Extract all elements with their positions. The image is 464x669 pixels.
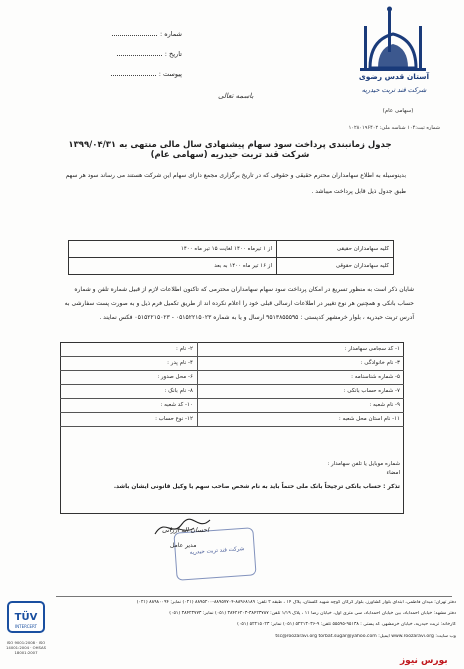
signature-label: امضاء	[386, 470, 400, 476]
footer-divider	[56, 596, 452, 597]
footer-tehran: دفتر تهران: میدان فاطمی، ابتدای بلوار کشاورز، بلوار گرگان کوچه شهید گلستان، پلاک ۱۴ ، طبقه ۲ تلفن: ۸۸۹۶۸۱۸۹-۸۸۹۵۷۷۰۴-۸۸۹۵۲۰۰ (۰۲۱) نمابر: ۸۸۹۸۰۰۹۴ (۰۲۱)	[136, 600, 456, 605]
form-field-label: ۱۲- نوع حساب :	[60, 412, 197, 426]
schedule-group: کلیه سهامداران حقیقی	[277, 241, 394, 258]
table-row	[60, 356, 404, 370]
form-field-label: ۱- کد سجامی سهامدار :	[197, 342, 404, 356]
document-title: جدول زمانبندی پرداخت سود سهام پیشنهادی سال مالی منتهی به ۱۳۹۹/۰۴/۳۱ شرکت قند تربت حیدریه (سهامی عام)	[68, 140, 392, 160]
table-row	[69, 258, 394, 275]
signer-name: احسان اله ارزانی	[162, 526, 209, 534]
form-field-label: ۱۱- نام استان محل شعبه :	[197, 412, 404, 426]
form-field-label: ۳- نام خانوادگی :	[197, 356, 404, 370]
form-field-label: ۹- نام شعبه :	[197, 398, 404, 412]
form-field-label: ۷- شماره حساب بانکی :	[197, 384, 404, 398]
intro-line-2: طبق جدول ذیل قابل پرداخت میباشد .	[311, 188, 406, 195]
notice-line-3: آدرس تربت حیدریه ، بلوار خرمشهر کدپستی : ۹۵۱۳۸۵۵۵۹۵ ارسال و یا به شماره ۰۵۱۵۲۲۱۵۰۲۳ - ۰۵۱۵۲۲۱۵۰۲۳ فکس نمایند .	[99, 314, 414, 321]
table-row	[60, 342, 404, 356]
schedule-period: از ۱ تیرماه ۱۴۰۰ لغایت ۱۵ تیر ماه ۱۴۰۰	[69, 241, 277, 258]
table-row	[69, 241, 394, 258]
footer-web: وب سایت: www.roozaravi.org ایمیل: tsc@roozaravi.org torbat.sugar@yahoo.com	[275, 634, 456, 639]
mobile-field: شماره موبایل یا تلفن سهامدار : امضاء	[64, 460, 400, 478]
stamp-text: شرکت قند تربت حیدریه	[189, 546, 245, 556]
iso-certifications: ISO 9001:2008 · ISO 14001:2004 · OHSAS 18001:2007	[6, 640, 46, 655]
schedule-group: کلیه سهامداران حقوقی	[277, 258, 394, 275]
organization-logo-icon	[352, 6, 434, 110]
table-row	[60, 370, 404, 384]
svg-text:INTERCERT: INTERCERT	[15, 624, 37, 629]
notice-line-2: حساب بانکی و همچنین هر نوع تغییر در اطلاعات ارسالی قبلی خود را اعلام نکرده اند از طریق تکمیل فرم ذیل و به صورت پست سفارشی به	[64, 300, 414, 307]
date-field: تاریخ :	[92, 50, 182, 58]
bismillah: باسمه تعالی	[218, 92, 254, 100]
shareholder-form-table	[60, 342, 404, 427]
form-field-label: ۲- نام :	[60, 342, 197, 356]
table-row	[60, 384, 404, 398]
company-type: (سهامی عام)	[382, 108, 414, 114]
number-field: شماره :	[92, 30, 182, 38]
form-field-label: ۱۰- کد شعبه :	[60, 398, 197, 412]
payment-schedule-table	[68, 240, 394, 275]
attention-note: تذکر : حساب بانکی ترجیحاً بانک ملی حتماً باید به نام شخص صاحب سهم یا وکیل قانونی ایشان باشد.	[113, 484, 400, 490]
notice-line-1: شایان ذکر است به منظور تسریع در امکان پرداخت سود سهام سهامداران محترمی که تاکنون اطلاعات لازم از قبیل شماره تلفن و شماره	[74, 286, 414, 293]
form-field-label: ۵- شماره شناسنامه :	[197, 370, 404, 384]
table-row	[60, 398, 404, 412]
signer-role: مدیر عامل	[170, 542, 197, 549]
form-field-label: ۸- نام بانک :	[60, 384, 197, 398]
attachment-field: پیوست :	[92, 70, 182, 78]
org-name: آستان قدس رضوی	[358, 72, 430, 81]
watermark-logo: بورس نیوز	[400, 656, 448, 666]
form-field-label: ۶- محل صدور :	[60, 370, 197, 384]
footer-mashhad: دفتر مشهد: خیابان احمدآباد، بین خیابان احمدآباد، سی متری اول، خیابان رضا ۱۱ ، پلاک ۱/۱۹ تلفن: ۳۸۴۲۳۷۸۷-۳۸۴۲۶۲۰۳ (۰۵۱) نمابر: ۳۸۴۲۳۷۷۳ (۰۵۱)	[169, 611, 456, 616]
registration-info: شماره ثبت:۱۰۴ شناسه ملی: ۱۰۲۸۰۱۹۶۴۰۲	[348, 125, 440, 131]
intro-line-1: بدینوسیله به اطلاع سهامداران محترم حقیقی و حقوقی که در تاریخ برگزاری مجمع دارای سهام این شرکت هستند می رساند سود هر سهم	[65, 172, 406, 179]
svg-text:TÜV: TÜV	[14, 612, 38, 623]
table-row	[60, 412, 404, 426]
form-field-label: ۴- نام پدر :	[60, 356, 197, 370]
footer-factory: کارخانه: تربت حیدریه، خیابان خرمشهر، کد پستی : ۹۵۱۳۸-۵۵۵۹۵ تلفن: ۹-۵۲۲۱۳۰۳۶ (۰۵۱) نمابر: ۵۲۲۱۵۰۲۳ (۰۵۱)	[237, 622, 456, 627]
schedule-period: از ۱۶ تیر ماه ۱۴۰۰ به بعد	[69, 258, 277, 275]
company-name: شرکت قند تربت حیدریه	[361, 86, 427, 94]
